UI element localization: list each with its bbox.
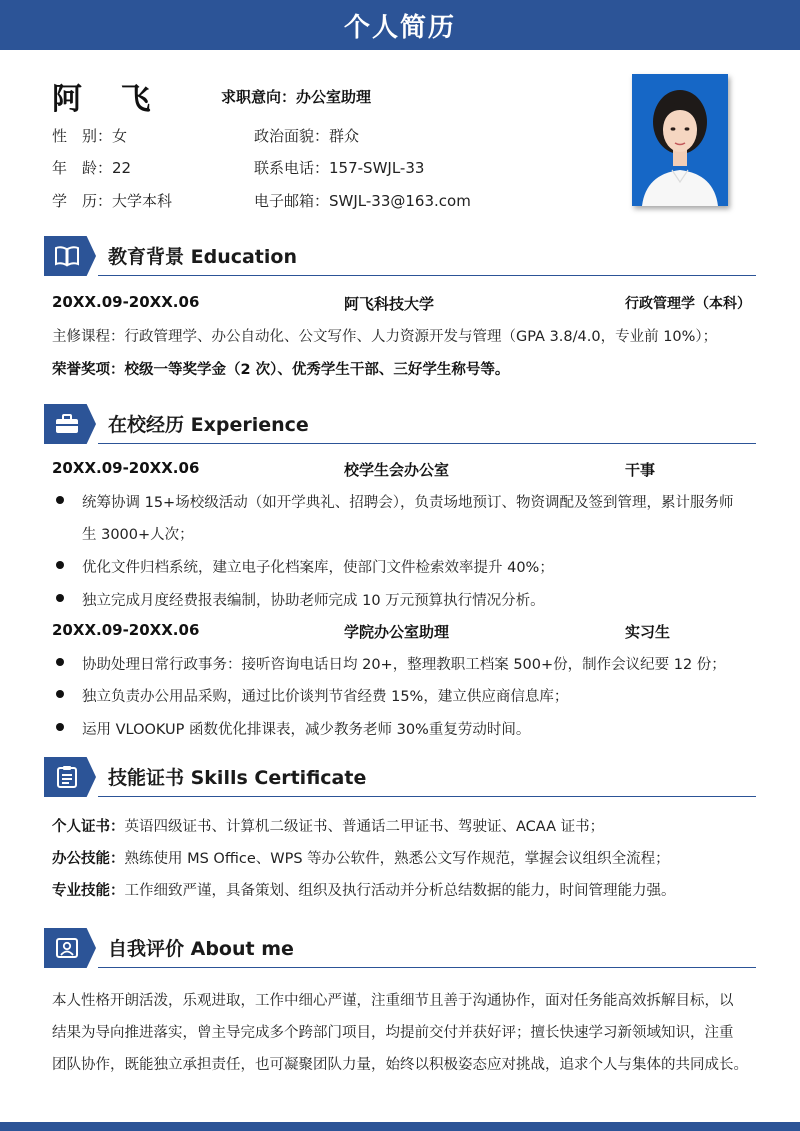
skills-badge (44, 757, 96, 797)
bullet-dot (56, 723, 64, 731)
about-badge (44, 928, 96, 968)
about-section-header (44, 928, 756, 968)
bullet-dot (56, 561, 64, 569)
bullet-dot (56, 594, 64, 602)
about-line-1: 本人性格开朗活泼，乐观进取，工作中细心严谨，注重细节且善于沟通协作，面对任务能高效拆解目标，以 (52, 993, 734, 1009)
major-name: 行政管理学（本科） (625, 296, 751, 312)
job1-org: 校学生会办公室 (344, 461, 450, 479)
experience-heading: 在校经历 Experience (108, 414, 309, 436)
courses-text: 主修课程：行政管理学、办公自动化、公文写作、人力资源开发与管理（GPA 3.8/4.0，专业前 10%）； (52, 329, 718, 345)
edu-value: 大学本科 (112, 192, 173, 210)
education-heading: 教育背景 Education (108, 246, 297, 268)
job1-bullet-3: 独立完成月度经费报表编制，协助老师完成 10 万元预算执行情况分析。 (82, 593, 545, 609)
email-field (254, 190, 471, 211)
education-period: 20XX.09-20XX.06 (52, 293, 200, 311)
title-banner (0, 0, 800, 50)
political-field (254, 125, 359, 146)
job1-period: 20XX.09-20XX.06 (52, 459, 200, 477)
briefcase-icon (54, 412, 80, 436)
gender-value: 女 (112, 127, 128, 145)
age-field (52, 157, 131, 178)
section-divider (98, 275, 756, 276)
profile-photo (632, 74, 728, 206)
political-label: 政治面貌： (254, 127, 330, 145)
job2-org: 学院办公室助理 (344, 623, 450, 641)
about-line-2: 结果为导向推进落实，曾主导完成多个跨部门项目，均提前交付并获好评；擅长快速学习新领域知识，注重 (52, 1025, 734, 1041)
job2-bullet-3: 运用 VLOOKUP 函数优化排课表，减少教务老师 30%重复劳动时间。 (82, 722, 531, 738)
skill-row-certificates (52, 815, 604, 836)
skills-heading: 技能证书 Skills Certificate (108, 767, 367, 789)
experience-section-header (44, 404, 756, 444)
clipboard-icon (54, 765, 80, 789)
job-intent: 求职意向：办公室助理 (221, 88, 372, 106)
phone-field (254, 157, 424, 178)
gender-label: 性 别： (52, 127, 113, 145)
section-divider (98, 443, 756, 444)
bullet-dot (56, 690, 64, 698)
political-value: 群众 (329, 127, 360, 145)
skill-label: 个人证书： (52, 819, 125, 835)
skill-text: 熟练使用 MS Office、WPS 等办公软件，熟悉公文写作规范，掌握会议组织全流程； (124, 851, 670, 867)
section-divider (98, 796, 756, 797)
bullet-dot (56, 658, 64, 666)
job1-bullet-2: 优化文件归档系统，建立电子化档案库，使部门文件检索效率提升 40%； (82, 560, 554, 576)
education-badge (44, 236, 96, 276)
honors-text: 荣誉奖项：校级一等奖学金（2 次）、优秀学生干部、三好学生称号等。 (52, 362, 510, 378)
edu-label: 学 历： (52, 192, 113, 210)
skill-label: 专业技能： (52, 883, 125, 899)
about-heading: 自我评价 About me (108, 938, 294, 960)
page-title: 个人简历 (343, 12, 456, 43)
skills-section-header (44, 757, 756, 797)
skill-text: 英语四级证书、计算机二级证书、普通话二甲证书、驾驶证、ACAA 证书； (124, 819, 605, 835)
school-name: 阿飞科技大学 (344, 295, 435, 313)
job2-role: 实习生 (625, 623, 671, 641)
skill-row-office (52, 847, 670, 868)
job1-role: 干事 (625, 461, 656, 479)
education-section-header (44, 236, 756, 276)
education-level-field (52, 190, 172, 211)
job1-bullet-1-cont: 生 3000+人次； (82, 527, 194, 543)
bullet-dot (56, 496, 64, 504)
job2-bullet-2: 独立负责办公用品采购，通过比价谈判节省经费 15%，建立供应商信息库； (82, 689, 569, 705)
about-line-3: 团队协作，既能独立承担责任，也可凝聚团队力量，始终以积极姿态应对挑战，追求个人与集体的共同成长。 (52, 1057, 748, 1073)
footer-bar (0, 1122, 800, 1131)
age-label: 年 龄： (52, 159, 113, 177)
job2-period: 20XX.09-20XX.06 (52, 621, 200, 639)
phone-label: 联系电话： (254, 159, 330, 177)
experience-badge (44, 404, 96, 444)
skill-label: 办公技能： (52, 851, 125, 867)
book-icon (54, 244, 80, 268)
skill-text: 工作细致严谨，具备策划、组织及执行活动并分析总结数据的能力，时间管理能力强。 (124, 883, 676, 899)
section-divider (98, 967, 756, 968)
email-label: 电子邮箱： (254, 192, 330, 210)
gender-field (52, 125, 127, 146)
skill-row-professional (52, 879, 676, 900)
candidate-name: 阿 飞 (52, 82, 165, 117)
job2-bullet-1: 协助处理日常行政事务：接听咨询电话日均 20+，整理教职工档案 500+份，制作会议纪要 12 份； (82, 657, 726, 673)
age-value: 22 (112, 159, 132, 177)
job1-bullet-1: 统筹协调 15+场校级活动（如开学典礼、招聘会），负责场地预订、物资调配及签到管理，累计服务师 (82, 495, 734, 511)
person-card-icon (54, 936, 80, 960)
email-value: SWJL-33@163.com (329, 192, 471, 210)
phone-value: 157-SWJL-33 (329, 159, 425, 177)
